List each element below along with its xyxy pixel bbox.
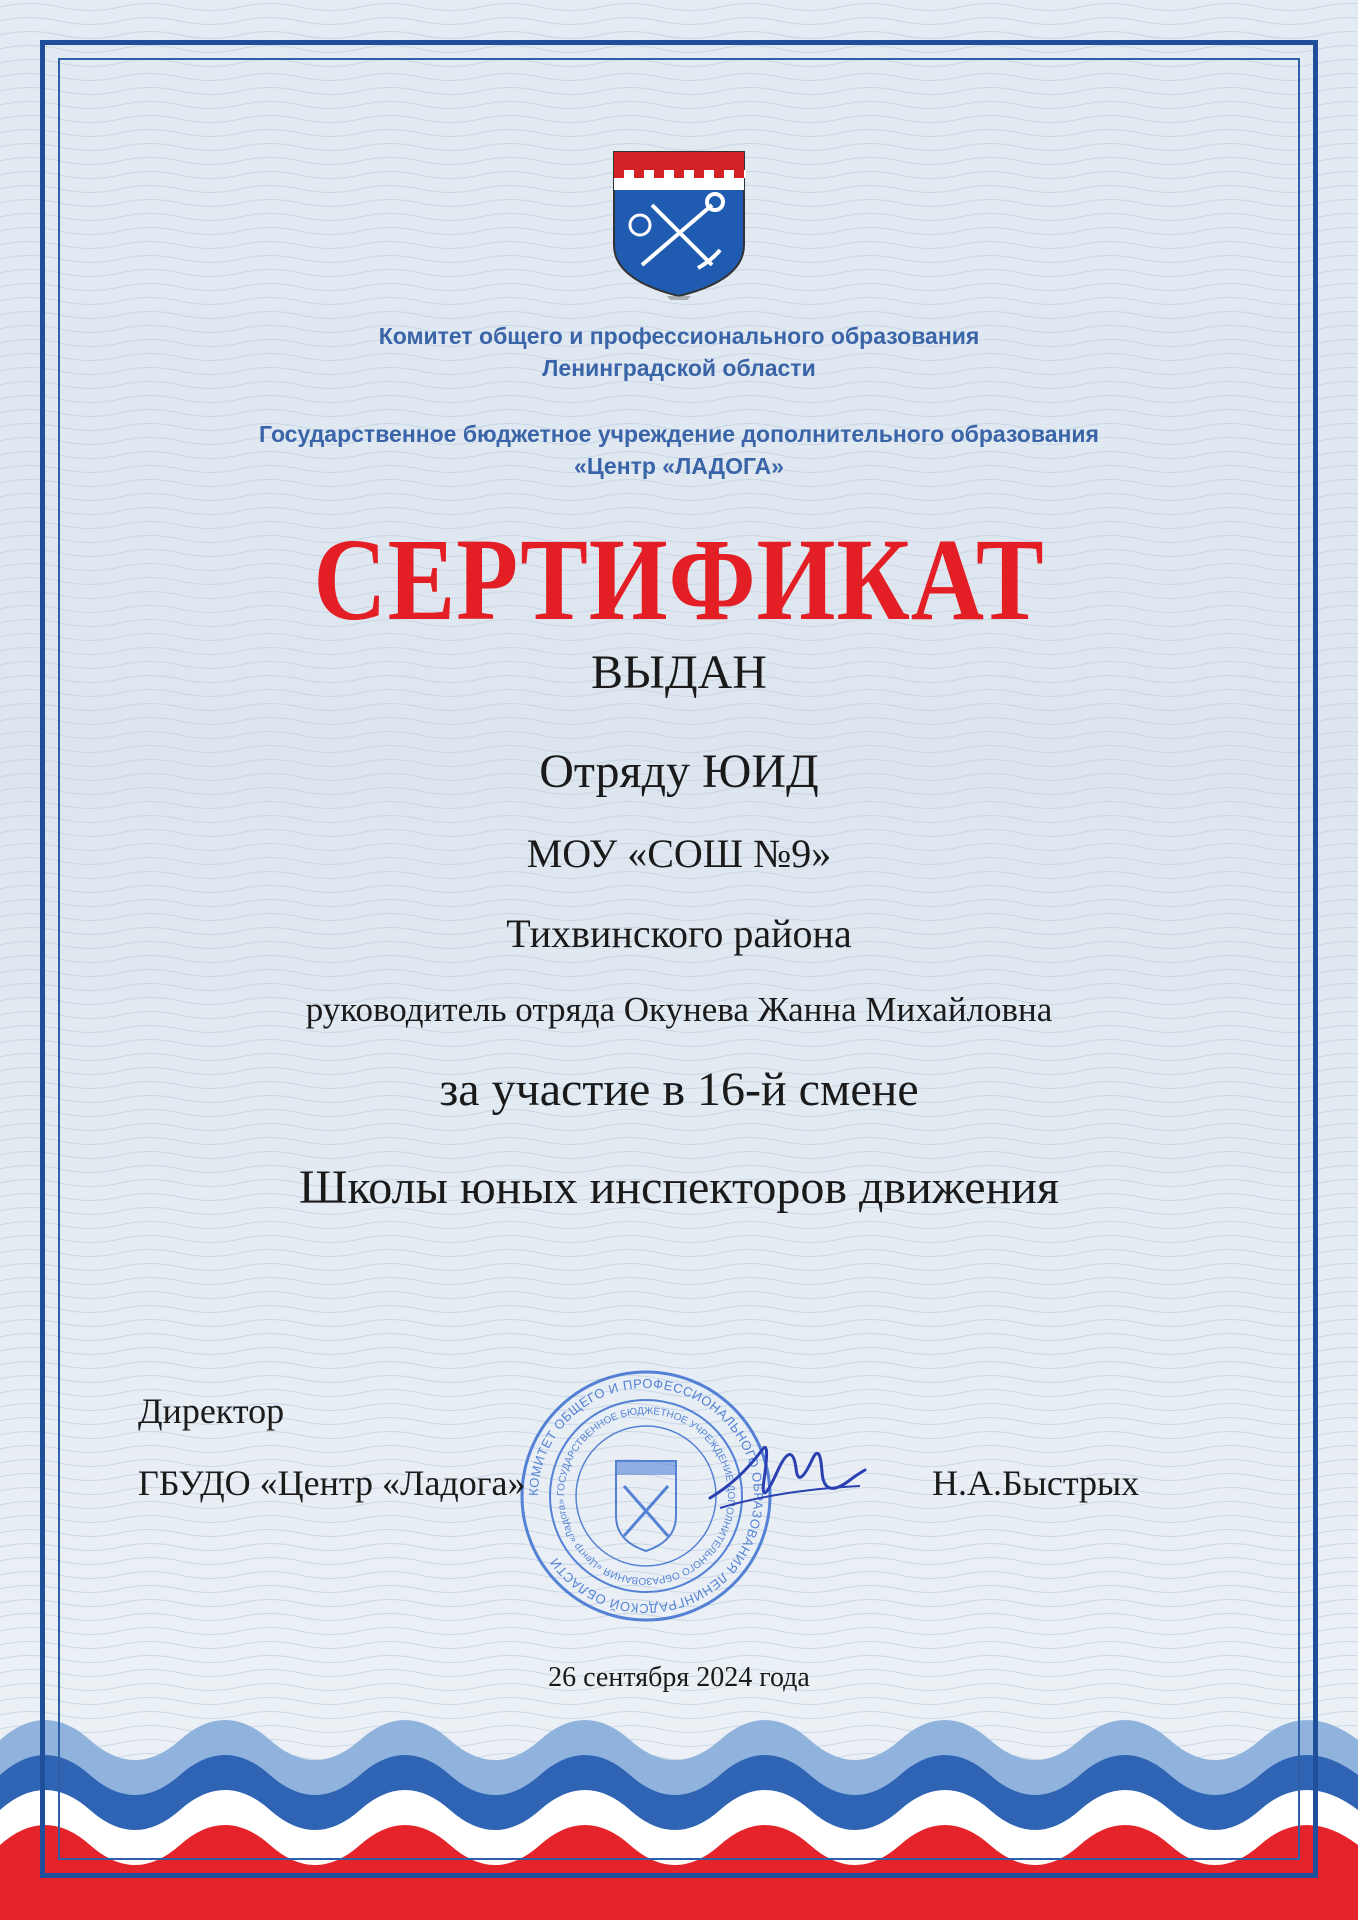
certificate-title: СЕРТИФИКАТ — [313, 514, 1045, 645]
committee-line-2: Ленинградской области — [542, 355, 816, 381]
school-name: МОУ «СОШ №9» — [526, 831, 832, 876]
signatory-organization: ГБУДО «Центр «Ладога» — [138, 1463, 526, 1503]
institution-line-1: Государственное бюджетное учреждение дополнительного образования — [259, 421, 1099, 447]
recipient-name: Отряду ЮИД — [539, 745, 819, 798]
program-name: Школы юных инспекторов движения — [298, 1161, 1060, 1214]
issue-date: 26 сентября 2024 года — [548, 1662, 810, 1693]
stamp-inner-text: ГОСУДАРСТВЕННОЕ БЮДЖЕТНОЕ УЧРЕЖДЕНИЕ ДОПОЛНИТЕЛЬНОГО ОБРАЗОВАНИЯ «Центр «Ладога» — [555, 1405, 737, 1587]
committee-line-1: Комитет общего и профессионального образования — [378, 323, 980, 349]
coat-of-arms-icon — [612, 150, 746, 300]
leader-name: руководитель отряда Окунева Жанна Михайловна — [305, 990, 1053, 1029]
director-signature-icon — [700, 1420, 870, 1530]
stamp-ring-text: КОМИТЕТ ОБЩЕГО И ПРОФЕССИОНАЛЬНОГО ОБРАЗОВАНИЯ ЛЕНИНГРАДСКОЙ ОБЛАСТИ — [525, 1375, 767, 1617]
participation-reason: за участие в 16-й смене — [439, 1063, 919, 1116]
institution-name — [0, 418, 1358, 482]
issued-label: ВЫДАН — [591, 646, 767, 699]
institution-line-2: «Центр «ЛАДОГА» — [574, 453, 784, 479]
committee-name — [0, 320, 1358, 384]
signatory-name: Н.А.Быстрых — [932, 1463, 1140, 1503]
district-name: Тихвинского района — [506, 911, 852, 956]
signatory-role: Директор — [138, 1391, 285, 1431]
